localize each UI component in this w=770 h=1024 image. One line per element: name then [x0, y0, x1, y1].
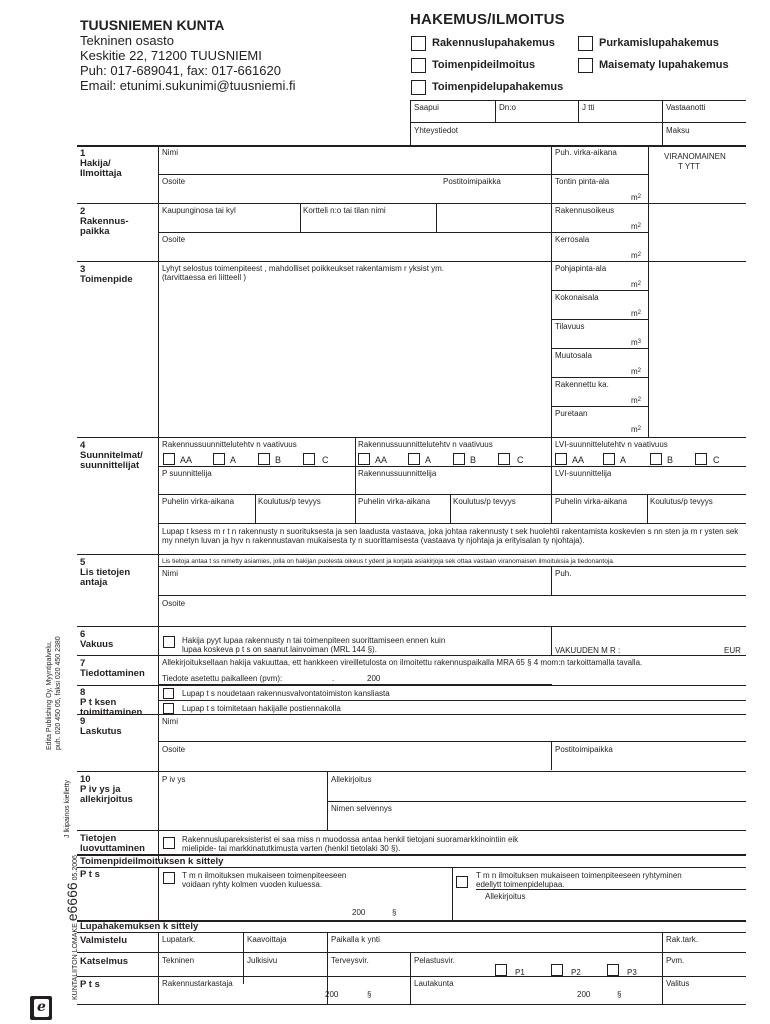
b-label: B	[667, 455, 674, 465]
koulutus-field[interactable]: Koulutus/p tevyys	[650, 497, 713, 506]
raktark-field[interactable]: Rak.tark.	[666, 935, 699, 944]
grid-line	[410, 952, 411, 1004]
s4-heading: 4 Suunnitelmat/ suunnittelijat	[80, 440, 143, 471]
c-label: C	[517, 455, 524, 465]
grid-line	[77, 714, 746, 715]
kokonaisala-field[interactable]: Kokonaisala	[555, 293, 599, 302]
s7-heading: 7 Tiedottaminen	[80, 658, 145, 679]
s3-heading: 3 Toimenpide	[80, 264, 133, 285]
aa-label: AA	[375, 455, 388, 465]
s1-osoite-field[interactable]: Osoite	[162, 177, 186, 186]
grid-line	[327, 801, 746, 802]
rakennuslupa-label: Rakennuslupahakemus	[432, 37, 555, 49]
b-checkbox[interactable]	[453, 453, 465, 465]
paikalla-kaynti-field[interactable]: Paikalla k ynti	[331, 935, 380, 944]
rakennussuunnittelija-field[interactable]: Rakennussuunnittelija	[358, 469, 437, 478]
grid-line	[158, 174, 648, 175]
unit-m2: $m^2$	[631, 280, 642, 289]
grid-line	[158, 566, 746, 567]
tietojen-text: Rakennuslupareksisterist ei saa miss n muodossa antaa henkil tietojani suoramarkkinointiin eik mielipide- tai markkinatutkimusta varten (henkil tietolaki 30 §).	[182, 835, 519, 853]
vaativuus-2-label: Rakennussuunnittelutehtv n vaativuus	[358, 440, 493, 449]
grid-line	[551, 319, 648, 320]
grid-line	[77, 437, 746, 438]
grid-line	[551, 377, 648, 378]
vakuuden-maara-field[interactable]: VAKUUDEN M R :	[555, 646, 621, 655]
reception-divider-3	[662, 100, 663, 145]
koulutus-field[interactable]: Koulutus/p tevyys	[258, 497, 321, 506]
lautakunta-para: §	[617, 990, 622, 999]
a-label: A	[425, 455, 432, 465]
pelastusvir-field[interactable]: Pelastusvir.	[414, 956, 455, 965]
a-label: A	[230, 455, 237, 465]
grid-line	[551, 406, 648, 407]
grid-line	[355, 437, 356, 523]
toimenpide-kasittely-heading: Toimenpideilmoituksen k sittely	[80, 856, 224, 867]
grid-line	[551, 741, 552, 770]
org-name: TUUSNIEMEN KUNTA	[80, 17, 225, 33]
grid-line	[158, 494, 746, 495]
org-address: Keskitie 22, 71200 TUUSNIEMI	[80, 48, 262, 63]
maksu-field[interactable]: Maksu	[666, 126, 690, 135]
unit-m3: $m^3$	[631, 338, 642, 347]
vakuus-checkbox[interactable]	[163, 636, 175, 648]
terveysvir-field[interactable]: Terveysvir.	[331, 956, 369, 965]
aa-label: AA	[572, 455, 585, 465]
puhelin-field[interactable]: Puhelin virka-aikana	[162, 497, 235, 506]
a-checkbox[interactable]	[603, 453, 615, 465]
unit-m2: $m^2$	[631, 193, 642, 202]
tayttaa-label: T YTT	[678, 162, 700, 171]
a-checkbox[interactable]	[408, 453, 420, 465]
grid-line	[436, 203, 437, 232]
tietojen-checkbox[interactable]	[163, 837, 175, 849]
grid-line	[77, 655, 746, 656]
reception-divider-1	[495, 100, 496, 122]
noudetaan-checkbox[interactable]	[163, 688, 174, 699]
grid-line	[77, 261, 746, 262]
koulutus-field[interactable]: Koulutus/p tevyys	[453, 497, 516, 506]
toimenpidelupa-label: Toimenpidelupahakemus	[432, 81, 564, 93]
ryhtya-text: T m n ilmoituksen mukaiseen toimenpiteeseen voidaan ryhty kolmen vuoden kuluessa.	[182, 871, 347, 889]
s1-tontin-pinta-ala-field[interactable]: Tontin pinta-ala	[555, 177, 610, 186]
reception-divider-2	[578, 100, 579, 122]
s1-postitoimipaikka-field[interactable]: Postitoimipaikka	[443, 177, 501, 186]
katselmus-label: Katselmus	[80, 956, 129, 967]
aa-checkbox[interactable]	[358, 453, 370, 465]
c-label: C	[713, 455, 720, 465]
viranomainen-label: VIRANOMAINEN	[664, 152, 726, 161]
rakennettu-field[interactable]: Rakennettu ka.	[555, 380, 609, 389]
grid-line	[158, 932, 159, 1004]
postiennakko-label: Lupap t s toimitetaan hakijalle postiennakolla	[182, 704, 341, 713]
p2-checkbox[interactable]	[551, 964, 563, 976]
puhelin-field[interactable]: Puhelin virka-aikana	[555, 497, 628, 506]
s9-nimi-field[interactable]: Nimi	[162, 717, 178, 726]
grid-line	[551, 348, 648, 349]
toimenpide-description-field[interactable]: Lyhyt selostus toimenpiteest , mahdolliset poikkeukset rakentamism r yksist ym. (tarvittaessa eri liitteell )	[162, 264, 445, 282]
unit-m2: $m^2$	[631, 309, 642, 318]
organization-block	[80, 18, 390, 93]
tiedote-date-separator: .	[332, 674, 335, 683]
grid-line	[647, 494, 648, 523]
grid-line	[77, 830, 746, 831]
toimenpidelupa-required-checkbox[interactable]	[456, 876, 468, 888]
lupa-paatos-label: P t s	[80, 979, 100, 990]
toimenpidelupa-checkbox[interactable]	[411, 80, 426, 95]
s8-heading: 8 P t ksen toimittaminen	[80, 687, 143, 718]
julkisivu-field[interactable]: Julkisivu	[247, 956, 278, 965]
pvm-field[interactable]: Pvm.	[666, 956, 685, 965]
side-copy-notice: J lkipainos kielletty	[64, 780, 71, 838]
valmistelu-label: Valmistelu	[80, 935, 127, 946]
valitus-field[interactable]: Valitus	[666, 979, 690, 988]
puretaan-field[interactable]: Puretaan	[555, 409, 588, 418]
rakennustarkastaja-para: §	[367, 990, 372, 999]
allekirjoitus-field[interactable]: Allekirjoitus	[331, 775, 372, 784]
s2-heading: 2 Rakennus- paikka	[80, 206, 129, 237]
p1-checkbox[interactable]	[495, 964, 507, 976]
grid-line	[158, 523, 746, 524]
reception-mid-line	[410, 122, 746, 123]
grid-line	[77, 685, 746, 686]
lupa-kasittely-heading: Lupahakemuksen k sittely	[80, 921, 199, 932]
kaupunginosa-field[interactable]: Kaupunginosa tai kyl	[162, 206, 236, 215]
jtti-field[interactable]: J tti	[582, 103, 595, 112]
org-dept: Tekninen osasto	[80, 33, 174, 48]
lautakunta-field[interactable]: Lautakunta	[414, 979, 454, 988]
aa-checkbox[interactable]	[555, 453, 567, 465]
org-email: Email: etunimi.sukunimi@tuusniemi.fi	[80, 78, 296, 93]
yhteystiedot-field[interactable]: Yhteystiedot	[414, 126, 459, 135]
grid-line	[551, 437, 552, 523]
c-label: C	[322, 455, 329, 465]
tietojen-heading: Tietojen luovuttaminen	[80, 833, 145, 854]
kortteli-field[interactable]: Kortteli n:o tai tilan nimi	[303, 206, 386, 215]
dno-field[interactable]: Dn:o	[499, 103, 516, 112]
grid-line	[77, 932, 746, 933]
s6-heading: 6 Vakuus	[80, 629, 114, 650]
purkamislupa-label: Purkamislupahakemus	[599, 37, 719, 49]
kaavoittaja-field[interactable]: Kaavoittaja	[247, 935, 287, 944]
a-label: A	[620, 455, 627, 465]
nimen-selvennys-field[interactable]: Nimen selvennys	[331, 804, 392, 813]
s9-postitoimipaikka-field[interactable]: Postitoimipaikka	[555, 745, 613, 754]
grid-line	[158, 466, 746, 467]
grid-line	[77, 1004, 746, 1005]
grid-line	[662, 932, 663, 1004]
puhelin-field[interactable]: Puhelin virka-aikana	[358, 497, 431, 506]
s5-osoite-field[interactable]: Osoite	[162, 599, 186, 608]
aa-checkbox[interactable]	[163, 453, 175, 465]
paasuunnittelija-field[interactable]: P suunnittelija	[162, 469, 212, 478]
b-checkbox[interactable]	[258, 453, 270, 465]
b-label: B	[275, 455, 282, 465]
vastaanotti-field[interactable]: Vastaanotti	[666, 103, 706, 112]
grid-line	[158, 700, 746, 701]
c-checkbox[interactable]	[303, 453, 315, 465]
grid-line	[77, 626, 746, 627]
unit-m2: $m^2$	[631, 222, 642, 231]
grid-line	[77, 554, 746, 555]
p2-label: P2	[571, 968, 581, 977]
tiedottaminen-text: Allekirjoituksellaan hakija vakuuttaa, ett hankkeen vireilletulosta on ilmoitettu rakennuspaikalla MRA 65 § 4 mom:n tarkoittamalla tavalla.	[162, 658, 643, 667]
s2-osoite-field[interactable]: Osoite	[162, 235, 186, 244]
c-checkbox[interactable]	[498, 453, 510, 465]
toimenpide-year: 200	[352, 908, 366, 917]
maisematyo-label: Maisematy lupahakemus	[599, 59, 729, 71]
unit-m2: $m^2$	[631, 367, 642, 376]
paivays-field[interactable]: P iv ys	[162, 775, 186, 784]
org-phone: Puh: 017-689041, fax: 017-661620	[80, 63, 281, 78]
unit-m2: $m^2$	[631, 425, 642, 434]
grid-line	[551, 290, 648, 291]
lupatark-field[interactable]: Lupatark.	[162, 935, 196, 944]
tiedote-date-field[interactable]: Tiedote asetettu paikalleen (pvm):	[162, 674, 283, 683]
unit-m2: $m^2$	[631, 396, 642, 405]
grid-line	[158, 595, 746, 596]
grid-line	[551, 566, 552, 595]
grid-line	[158, 867, 159, 920]
side-publisher: Edita Publishing Oy, Myyntipalvelu,	[46, 641, 53, 750]
toimenpide-allekirjoitus-field[interactable]: Allekirjoitus	[485, 892, 526, 901]
rakennuslupa-checkbox[interactable]	[411, 36, 426, 51]
grid-line	[450, 494, 451, 523]
vakuus-text: Hakija pyyt lupaa rakennusty n tai toimenpiteen suorittamiseen ennen kuin lupaa koskeva p t s on saanut lainvoiman (MRL 144 §).	[182, 636, 446, 654]
side-form-name: KUNTALIITON LOMAKE e6666 05.2006	[64, 855, 80, 1000]
grid-line	[476, 889, 746, 890]
purkamislupa-checkbox[interactable]	[578, 36, 593, 51]
s1-nimi-field[interactable]: Nimi	[162, 148, 178, 157]
reception-left-line	[410, 100, 411, 145]
pohjapinta-ala-field[interactable]: Pohjapinta-ala	[555, 264, 607, 273]
unit-m2: $m^2$	[631, 251, 642, 260]
postiennakko-checkbox[interactable]	[163, 703, 174, 714]
lvi-suunnittelija-field[interactable]: LVI-suunnittelija	[555, 469, 612, 478]
tilavuus-field[interactable]: Tilavuus	[555, 322, 585, 331]
s5-note: Lis tietoja antaa t ss nimetty asiamies, jolla on hakijan puolesta oikeus t ydent ja korjata asiakirjoja sek ottaa vastaan viranomaisen ilmoituksia ja tiedonantoja.	[162, 558, 615, 565]
grid-col-area	[551, 145, 552, 437]
c-checkbox[interactable]	[695, 453, 707, 465]
toimenpideilmoitus-checkbox[interactable]	[411, 58, 426, 73]
grid-line	[255, 494, 256, 523]
a-checkbox[interactable]	[213, 453, 225, 465]
b-label: B	[470, 455, 477, 465]
vastaava-tyonjohtaja-note: Lupap t ksess m r t n rakennusty n suorituksesta ja sen laadusta vastaava, joka johtaa rakennusty t sek huolehtii rakentamista koskevien s nn sten ja m r ysten sek my nnetyn luvan ja hyv n rakennustavan mukaisesta ty n suorittamisesta (vastaava ty njohtaja ja erityisalan ty njohtaja).	[162, 527, 739, 545]
form-title: HAKEMUS/ILMOITUS	[410, 11, 565, 28]
tiedote-year: 200	[367, 674, 381, 683]
rakennustarkastaja-field[interactable]: Rakennustarkastaja	[162, 979, 233, 988]
vaativuus-1-label: Rakennussuunnittelutehtv n vaativuus	[162, 440, 297, 449]
tekninen-field[interactable]: Tekninen	[162, 956, 195, 965]
toimenpideilmoitus-label: Toimenpideilmoitus	[432, 59, 536, 71]
noudetaan-label: Lupap t s noudetaan rakennusvalvontatoimiston kansliasta	[182, 689, 390, 698]
grid-line	[77, 203, 746, 204]
s9-osoite-field[interactable]: Osoite	[162, 745, 186, 754]
p3-checkbox[interactable]	[607, 964, 619, 976]
grid-line	[77, 867, 746, 868]
grid-col-authority	[648, 145, 649, 437]
s5-heading: 5 Lis tietojen antaja	[80, 557, 131, 588]
aa-label: AA	[180, 455, 193, 465]
saapui-field[interactable]: Saapui	[414, 103, 439, 112]
p1-label: P1	[515, 968, 525, 977]
b-checkbox[interactable]	[650, 453, 662, 465]
grid-line	[77, 952, 746, 953]
s5-nimi-field[interactable]: Nimi	[162, 569, 178, 578]
s1-heading: 1 Hakija/ Ilmoittaja	[80, 148, 122, 179]
rakennusoikeus-field[interactable]: Rakennusoikeus	[555, 206, 615, 215]
grid-line	[77, 145, 746, 147]
kerrosala-field[interactable]: Kerrosala	[555, 235, 590, 244]
ryhtya-checkbox[interactable]	[163, 872, 175, 884]
maisematyo-checkbox[interactable]	[578, 58, 593, 73]
muutosala-field[interactable]: Muutosala	[555, 351, 592, 360]
grid-line	[77, 976, 746, 977]
grid-line	[551, 626, 552, 655]
toimenpide-paatos-label: P t s	[80, 869, 100, 880]
side-publisher-tel: puh. 020 450 05, faksi 020 450 2380	[55, 636, 62, 750]
grid-line	[300, 203, 301, 232]
s1-puh-field[interactable]: Puh. virka-aikana	[555, 148, 617, 157]
grid-line	[158, 741, 746, 742]
publisher-logo-letter: e	[34, 999, 49, 1017]
s10-heading: 10 P iv ys ja allekirjoitus	[80, 774, 133, 805]
lautakunta-year: 200	[577, 990, 591, 999]
p3-label: P3	[627, 968, 637, 977]
toimenpidelupa-required-text: T m n ilmoituksen mukaiseen toimenpiteeseen ryhtyminen edellytt toimenpidelupaa.	[476, 871, 682, 889]
grid-line	[452, 867, 453, 920]
grid-col-label	[158, 145, 159, 861]
s5-puh-field[interactable]: Puh.	[555, 569, 572, 578]
toimenpide-para: §	[392, 908, 397, 917]
vaativuus-3-label: LVI-suunnittelutehtv n vaativuus	[555, 440, 668, 449]
s9-heading: 9 Laskutus	[80, 716, 122, 737]
grid-line	[158, 232, 648, 233]
publisher-logo-icon	[30, 996, 52, 1020]
rakennustarkastaja-year: 200	[325, 990, 339, 999]
grid-line	[77, 771, 746, 772]
eur-label: EUR	[724, 646, 741, 655]
